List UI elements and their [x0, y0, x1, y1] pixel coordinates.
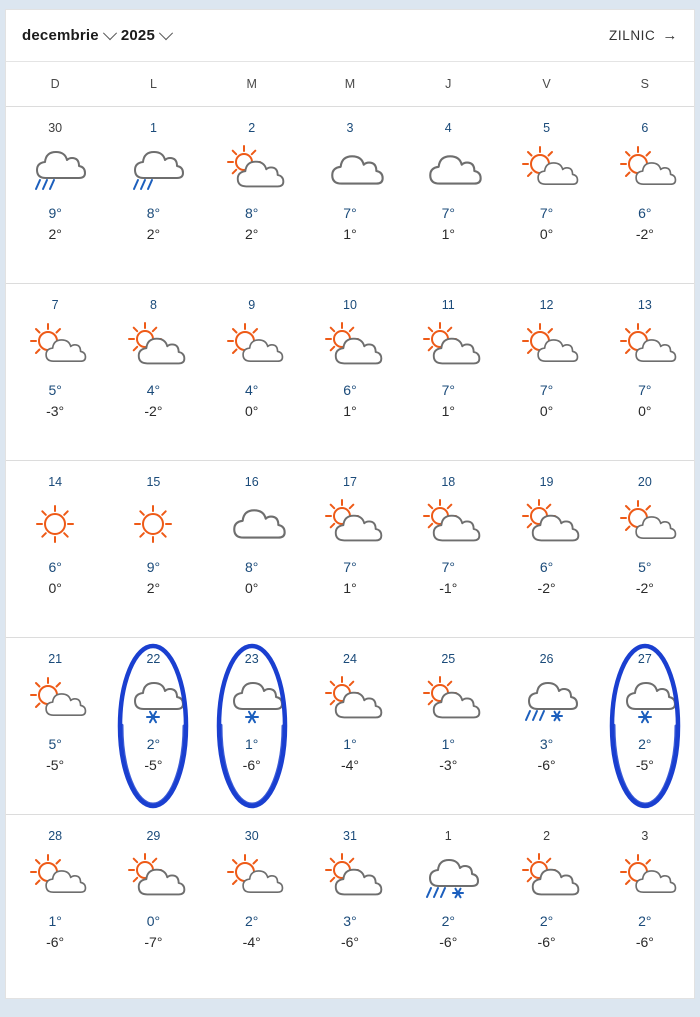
sunny-cloud-icon — [609, 143, 681, 197]
sunny-cloud-icon — [216, 851, 288, 905]
high-temperature: 7° — [441, 382, 455, 398]
high-temperature: 7° — [539, 382, 554, 398]
low-temperature: 1° — [441, 403, 455, 419]
day-temperatures — [442, 203, 455, 245]
calendar-day-cell[interactable] — [497, 107, 595, 283]
high-temperature: 3° — [343, 913, 357, 929]
partly-sunny-icon — [216, 143, 288, 197]
day-temperatures — [439, 734, 457, 776]
day-number: 1 — [444, 829, 452, 843]
day-temperatures — [46, 734, 64, 776]
partly-sunny-icon — [314, 320, 386, 374]
day-temperatures — [636, 557, 654, 599]
high-temperature: 7° — [539, 205, 554, 221]
day-number: 21 — [48, 652, 63, 666]
day-temperatures — [147, 557, 160, 599]
low-temperature: -6° — [537, 934, 556, 950]
high-temperature: 9° — [146, 559, 161, 575]
low-temperature: -2° — [635, 580, 654, 596]
low-temperature: 1° — [343, 580, 357, 596]
partly-sunny-icon — [314, 497, 386, 551]
high-temperature: 7° — [441, 559, 455, 575]
low-temperature: 0° — [539, 403, 554, 419]
low-temperature: -3° — [439, 757, 458, 773]
high-temperature: 7° — [343, 559, 357, 575]
partly-sunny-icon — [511, 497, 583, 551]
day-temperatures — [341, 734, 359, 776]
day-temperatures — [636, 911, 654, 953]
low-temperature: 0° — [638, 403, 652, 419]
sunny-cloud-icon — [511, 320, 583, 374]
calendar-week-row — [6, 815, 694, 991]
day-number: 28 — [48, 829, 63, 843]
calendar-week-row — [6, 638, 694, 815]
sunny-cloud-icon — [216, 320, 288, 374]
calendar-header — [6, 10, 694, 62]
partly-sunny-icon — [314, 674, 386, 728]
calendar-week-row — [6, 461, 694, 638]
weekday-label: V — [542, 77, 551, 91]
day-temperatures — [245, 557, 258, 599]
sunny-icon — [19, 497, 91, 551]
day-number: 10 — [343, 298, 357, 312]
calendar-day-cell[interactable] — [301, 284, 399, 460]
year-label[interactable]: 2025 — [120, 27, 156, 44]
calendar-day-cell[interactable] — [301, 815, 399, 991]
high-temperature: 7° — [441, 205, 455, 221]
partly-sunny-icon — [412, 497, 484, 551]
low-temperature: 2° — [146, 580, 161, 596]
day-number: 4 — [444, 121, 452, 135]
arrow-right-icon: → — [662, 27, 678, 44]
low-temperature: -4° — [242, 934, 261, 950]
calendar-day-cell[interactable] — [497, 461, 595, 637]
snow-icon — [117, 674, 189, 728]
day-temperatures — [243, 734, 261, 776]
calendar-page — [5, 9, 695, 999]
high-temperature: 7° — [343, 205, 357, 221]
low-temperature: -3° — [46, 403, 65, 419]
day-number: 16 — [244, 475, 259, 489]
partly-sunny-icon — [412, 674, 484, 728]
rain-icon — [19, 143, 91, 197]
low-temperature: -6° — [439, 934, 458, 950]
day-temperatures — [245, 203, 258, 245]
calendar-day-cell[interactable] — [203, 461, 301, 637]
calendar-day-cell[interactable] — [104, 461, 202, 637]
day-number: 15 — [146, 475, 161, 489]
weekday-label: M — [246, 77, 257, 91]
high-temperature: 5° — [48, 736, 62, 752]
high-temperature: 4° — [245, 382, 259, 398]
daily-view-label: ZILNIC — [609, 28, 656, 43]
sunny-cloud-icon — [609, 320, 681, 374]
cloudy-icon — [314, 143, 386, 197]
daily-view-link[interactable] — [609, 28, 678, 43]
high-temperature: 1° — [48, 913, 62, 929]
rain-snow-icon — [511, 674, 583, 728]
day-number: 2 — [543, 829, 551, 843]
low-temperature: -2° — [537, 580, 556, 596]
day-number: 30 — [244, 829, 259, 843]
calendar-day-cell[interactable] — [596, 815, 694, 991]
calendar-day-cell[interactable] — [104, 815, 202, 991]
calendar-day-cell[interactable] — [104, 107, 202, 283]
day-temperatures — [147, 203, 160, 245]
day-temperatures — [245, 380, 258, 422]
high-temperature: 8° — [245, 205, 259, 221]
day-temperatures — [144, 380, 162, 422]
month-year-selector[interactable] — [22, 27, 171, 44]
cloudy-icon — [412, 143, 484, 197]
day-number: 7 — [51, 298, 59, 312]
day-number: 30 — [48, 121, 63, 135]
low-temperature: 1° — [343, 226, 357, 242]
day-number: 25 — [441, 652, 456, 666]
weekday-label: M — [344, 77, 356, 91]
high-temperature: 7° — [638, 382, 652, 398]
calendar-day-cell[interactable] — [301, 107, 399, 283]
calendar-day-cell[interactable] — [497, 815, 595, 991]
day-temperatures — [343, 380, 356, 422]
high-temperature: 6° — [343, 382, 357, 398]
high-temperature: 6° — [638, 205, 652, 221]
low-temperature: -6° — [242, 757, 261, 773]
day-number: 18 — [441, 475, 456, 489]
day-temperatures — [636, 734, 654, 776]
sunny-cloud-icon — [19, 320, 91, 374]
sunny-cloud-icon — [609, 851, 681, 905]
high-temperature: 8° — [245, 559, 259, 575]
day-number: 29 — [146, 829, 161, 843]
day-number: 20 — [637, 475, 652, 489]
low-temperature: 0° — [245, 580, 259, 596]
weekday-label: L — [149, 77, 157, 91]
low-temperature: -5° — [46, 757, 65, 773]
calendar-day-cell[interactable] — [104, 284, 202, 460]
chevron-down-icon[interactable] — [159, 26, 173, 40]
calendar-day-cell[interactable] — [6, 815, 104, 991]
day-number: 19 — [539, 475, 554, 489]
chevron-down-icon[interactable] — [103, 26, 117, 40]
day-temperatures — [540, 203, 553, 245]
low-temperature: -6° — [46, 934, 65, 950]
day-number: 24 — [343, 652, 357, 666]
cloudy-icon — [216, 497, 288, 551]
day-number: 2 — [248, 121, 256, 135]
calendar-day-cell[interactable] — [6, 638, 104, 814]
day-temperatures — [636, 203, 654, 245]
high-temperature: 1° — [245, 736, 259, 752]
snow-icon — [216, 674, 288, 728]
day-number: 13 — [637, 298, 652, 312]
calendar-day-cell[interactable] — [596, 284, 694, 460]
calendar-day-cell[interactable] — [6, 107, 104, 283]
calendar-day-cell[interactable] — [6, 284, 104, 460]
day-number: 12 — [539, 298, 554, 312]
calendar-day-cell[interactable] — [399, 638, 497, 814]
day-number: 3 — [641, 829, 649, 843]
low-temperature: -6° — [537, 757, 556, 773]
partly-sunny-icon — [117, 851, 189, 905]
day-number: 6 — [641, 121, 649, 135]
day-temperatures — [144, 911, 162, 953]
sunny-cloud-icon — [19, 674, 91, 728]
high-temperature: 6° — [48, 559, 62, 575]
low-temperature: 2° — [48, 226, 62, 242]
high-temperature: 5° — [638, 559, 652, 575]
high-temperature: 0° — [146, 913, 161, 929]
day-temperatures — [48, 203, 61, 245]
high-temperature: 1° — [343, 736, 357, 752]
sunny-cloud-icon — [511, 143, 583, 197]
calendar-day-cell[interactable] — [596, 107, 694, 283]
calendar-week-row — [6, 107, 694, 284]
day-temperatures — [439, 911, 457, 953]
high-temperature: 2° — [638, 736, 652, 752]
day-temperatures — [243, 911, 261, 953]
day-number: 31 — [343, 829, 357, 843]
weekday-label: D — [50, 77, 60, 91]
day-number: 8 — [149, 298, 157, 312]
day-temperatures — [439, 557, 457, 599]
sunny-cloud-icon — [19, 851, 91, 905]
calendar-day-cell[interactable] — [203, 284, 301, 460]
calendar-day-cell[interactable] — [497, 284, 595, 460]
high-temperature: 5° — [48, 382, 62, 398]
day-temperatures — [343, 557, 356, 599]
day-temperatures — [144, 734, 162, 776]
day-temperatures — [46, 911, 64, 953]
day-number: 26 — [539, 652, 554, 666]
low-temperature: -5° — [144, 757, 163, 773]
low-temperature: 0° — [245, 403, 259, 419]
calendar-week-row — [6, 284, 694, 461]
high-temperature: 3° — [539, 736, 554, 752]
calendar-day-cell[interactable] — [399, 461, 497, 637]
day-temperatures — [538, 734, 556, 776]
calendar-day-cell[interactable] — [399, 815, 497, 991]
weekday-label: J — [445, 77, 452, 91]
calendar-day-cell[interactable] — [203, 815, 301, 991]
low-temperature: 0° — [48, 580, 62, 596]
calendar-day-cell[interactable] — [301, 461, 399, 637]
low-temperature: 1° — [441, 226, 455, 242]
sunny-cloud-icon — [609, 497, 681, 551]
weekday-header-row — [6, 62, 694, 107]
high-temperature: 8° — [146, 205, 161, 221]
calendar-day-cell[interactable] — [596, 638, 694, 814]
day-number: 22 — [146, 652, 161, 666]
low-temperature: -6° — [635, 934, 654, 950]
high-temperature: 2° — [638, 913, 652, 929]
rain-icon — [117, 143, 189, 197]
day-number: 17 — [343, 475, 357, 489]
day-temperatures — [538, 557, 556, 599]
day-number: 3 — [346, 121, 354, 135]
partly-sunny-icon — [412, 320, 484, 374]
low-temperature: -1° — [439, 580, 458, 596]
partly-sunny-icon — [314, 851, 386, 905]
day-number: 1 — [149, 121, 157, 135]
calendar-day-cell[interactable] — [203, 107, 301, 283]
day-temperatures — [538, 911, 556, 953]
high-temperature: 1° — [441, 736, 455, 752]
day-temperatures — [48, 557, 61, 599]
day-number: 27 — [637, 652, 652, 666]
month-label[interactable]: decembrie — [22, 27, 99, 44]
calendar-day-cell[interactable] — [399, 107, 497, 283]
calendar-day-cell[interactable] — [497, 638, 595, 814]
low-temperature: -7° — [144, 934, 163, 950]
high-temperature: 6° — [539, 559, 554, 575]
calendar-grid — [6, 107, 694, 991]
calendar-day-cell[interactable] — [399, 284, 497, 460]
day-number: 14 — [48, 475, 63, 489]
low-temperature: -2° — [635, 226, 654, 242]
partly-sunny-icon — [117, 320, 189, 374]
day-temperatures — [442, 380, 455, 422]
day-number: 11 — [441, 298, 455, 312]
calendar-day-cell[interactable] — [203, 638, 301, 814]
low-temperature: -2° — [144, 403, 163, 419]
day-temperatures — [341, 911, 359, 953]
day-number: 9 — [248, 298, 256, 312]
calendar-day-cell[interactable] — [6, 461, 104, 637]
day-temperatures — [540, 380, 553, 422]
calendar-day-cell[interactable] — [596, 461, 694, 637]
low-temperature: 0° — [539, 226, 554, 242]
low-temperature: 2° — [245, 226, 259, 242]
low-temperature: -4° — [340, 757, 360, 773]
day-number: 23 — [244, 652, 259, 666]
high-temperature: 4° — [146, 382, 161, 398]
day-number: 5 — [543, 121, 551, 135]
high-temperature: 2° — [146, 736, 161, 752]
partly-sunny-icon — [511, 851, 583, 905]
low-temperature: -5° — [635, 757, 654, 773]
high-temperature: 2° — [539, 913, 554, 929]
rain-snow-icon — [412, 851, 484, 905]
calendar-day-cell[interactable] — [104, 638, 202, 814]
calendar-day-cell[interactable] — [301, 638, 399, 814]
high-temperature: 9° — [48, 205, 62, 221]
snow-icon — [609, 674, 681, 728]
day-temperatures — [638, 380, 651, 422]
weekday-label: S — [640, 77, 650, 91]
high-temperature: 2° — [245, 913, 259, 929]
day-temperatures — [46, 380, 64, 422]
low-temperature: 1° — [343, 403, 357, 419]
low-temperature: 2° — [146, 226, 161, 242]
day-temperatures — [343, 203, 356, 245]
low-temperature: -6° — [340, 934, 360, 950]
high-temperature: 2° — [441, 913, 455, 929]
sunny-icon — [117, 497, 189, 551]
